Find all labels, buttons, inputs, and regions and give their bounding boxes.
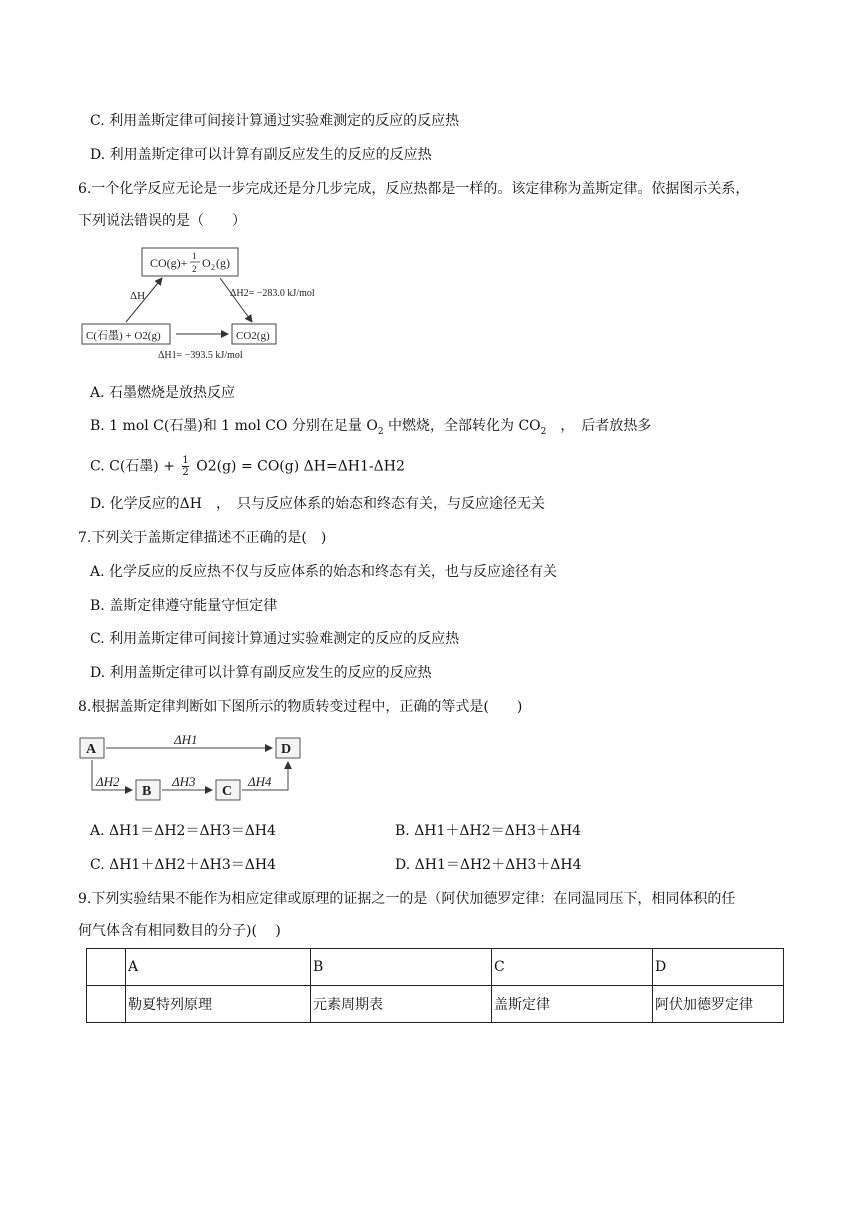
table-cell-b: 元素周期表 [311, 986, 492, 1023]
left-box-label: C(石墨) + O2(g) [86, 330, 161, 342]
q6-stem-line1: 6.一个化学反应无论是一步完成还是分几步完成，反应热都是一样的。该定律称为盖斯定律。依据图示关系， [78, 181, 750, 197]
svg-text:2: 2 [192, 264, 197, 274]
q9-options-table [86, 948, 784, 1023]
q6-option-b-post: ， 后者放热多 [546, 418, 652, 434]
dh2-label: ΔH2 [96, 774, 120, 789]
dh2-label: ΔH2= −283.0 kJ/mol [230, 288, 315, 299]
q9-stem-line2: 何气体含有相同数目的分子)( ) [78, 923, 281, 939]
q6-option-d: D. 化学反应的ΔH ， 只与反应体系的始态和终态有关，与反应途径无关 [90, 496, 545, 512]
q8-stem: 8.根据盖斯定律判断如下图所示的物质转变过程中，正确的等式是( ) [78, 699, 523, 715]
dh1-label: ΔH1 [174, 732, 198, 747]
q6-stem-line2: 下列说法错误的是（ ） [78, 213, 246, 229]
half-fraction: $\frac{1}{2}$ [182, 455, 189, 478]
table-cell-blank [87, 986, 126, 1023]
table-header-a: A [126, 949, 311, 986]
q8-option-b: B. ΔH1＋ΔH2＝ΔH3＋ΔH4 [395, 823, 582, 839]
q6-option-c-pre: C. C(石墨) + [90, 458, 175, 475]
q7-option-d: D. 利用盖斯定律可以计算有副反应发生的反应的反应热 [90, 665, 432, 681]
q5-option-c: C. 利用盖斯定律可间接计算通过实验难测定的反应的反应热 [90, 113, 460, 129]
dh4-label: ΔH4 [248, 774, 272, 789]
table-header-b: B [311, 949, 492, 986]
svg-text:B: B [142, 784, 152, 799]
svg-text:O: O [202, 256, 211, 270]
q8-process-diagram [78, 728, 308, 804]
q8-option-a: A. ΔH1＝ΔH2＝ΔH3＝ΔH4 [90, 823, 276, 839]
right-box-label: CO2(g) [236, 330, 270, 342]
svg-text:D: D [281, 742, 292, 757]
svg-text:2: 2 [211, 263, 215, 272]
table-header-c: C [492, 949, 653, 986]
q6-option-b-pre: B. 1 mol C(石墨)和 1 mol CO 分别在足量 O [90, 418, 378, 434]
table-cell-d: 阿伏加德罗定律 [653, 986, 784, 1023]
q7-stem: 7.下列关于盖斯定律描述不正确的是( ) [78, 530, 327, 546]
table-row [87, 986, 784, 1023]
table-cell-a: 勒夏特列原理 [126, 986, 311, 1023]
q6-option-b-mid: 中燃烧，全部转化为 CO [383, 418, 541, 434]
table-header-d: D [653, 949, 784, 986]
svg-text:1: 1 [192, 251, 197, 261]
q6-option-a: A. 石墨燃烧是放热反应 [90, 385, 236, 401]
table-cell-c: 盖斯定律 [492, 986, 653, 1023]
svg-text:C: C [222, 784, 233, 799]
q6-hess-diagram [80, 244, 370, 362]
dh-label: ΔH [130, 290, 146, 302]
dh1-label: ΔH1= −393.5 kJ/mol [158, 350, 243, 361]
table-cell-blank [87, 949, 126, 986]
q6-option-c [90, 455, 405, 478]
q7-option-c: C. 利用盖斯定律可间接计算通过实验难测定的反应的反应热 [90, 631, 460, 647]
table-row [87, 949, 784, 986]
q5-option-d: D. 利用盖斯定律可以计算有副反应发生的反应的反应热 [90, 147, 432, 163]
svg-text:CO(g)+: CO(g)+ [150, 256, 188, 270]
dh3-label: ΔH3 [172, 774, 196, 789]
q8-option-c: C. ΔH1＋ΔH2＋ΔH3＝ΔH4 [90, 857, 277, 873]
q6-option-b: B. 1 mol C(石墨)和 1 mol CO 分别在足量 $O_2$ 中燃烧，全部转化为 $CO_2$ ， 后者放热多 [90, 418, 652, 437]
q8-option-d: D. ΔH1＝ΔH2＋ΔH3＋ΔH4 [395, 857, 582, 873]
q6-option-c-post: O2(g) = CO(g) ΔH=ΔH1-ΔH2 [196, 458, 405, 475]
svg-text:(g): (g) [216, 256, 230, 270]
svg-text:A: A [86, 742, 97, 757]
q9-stem-line1: 9.下列实验结果不能作为相应定律或原理的证据之一的是（阿伏加德罗定律：在同温同压下，相同体积的任 [78, 891, 736, 907]
q7-option-a: A. 化学反应的反应热不仅与反应体系的始态和终态有关，也与反应途径有关 [90, 564, 558, 580]
q7-option-b: B. 盖斯定律遵守能量守恒定律 [90, 598, 278, 614]
